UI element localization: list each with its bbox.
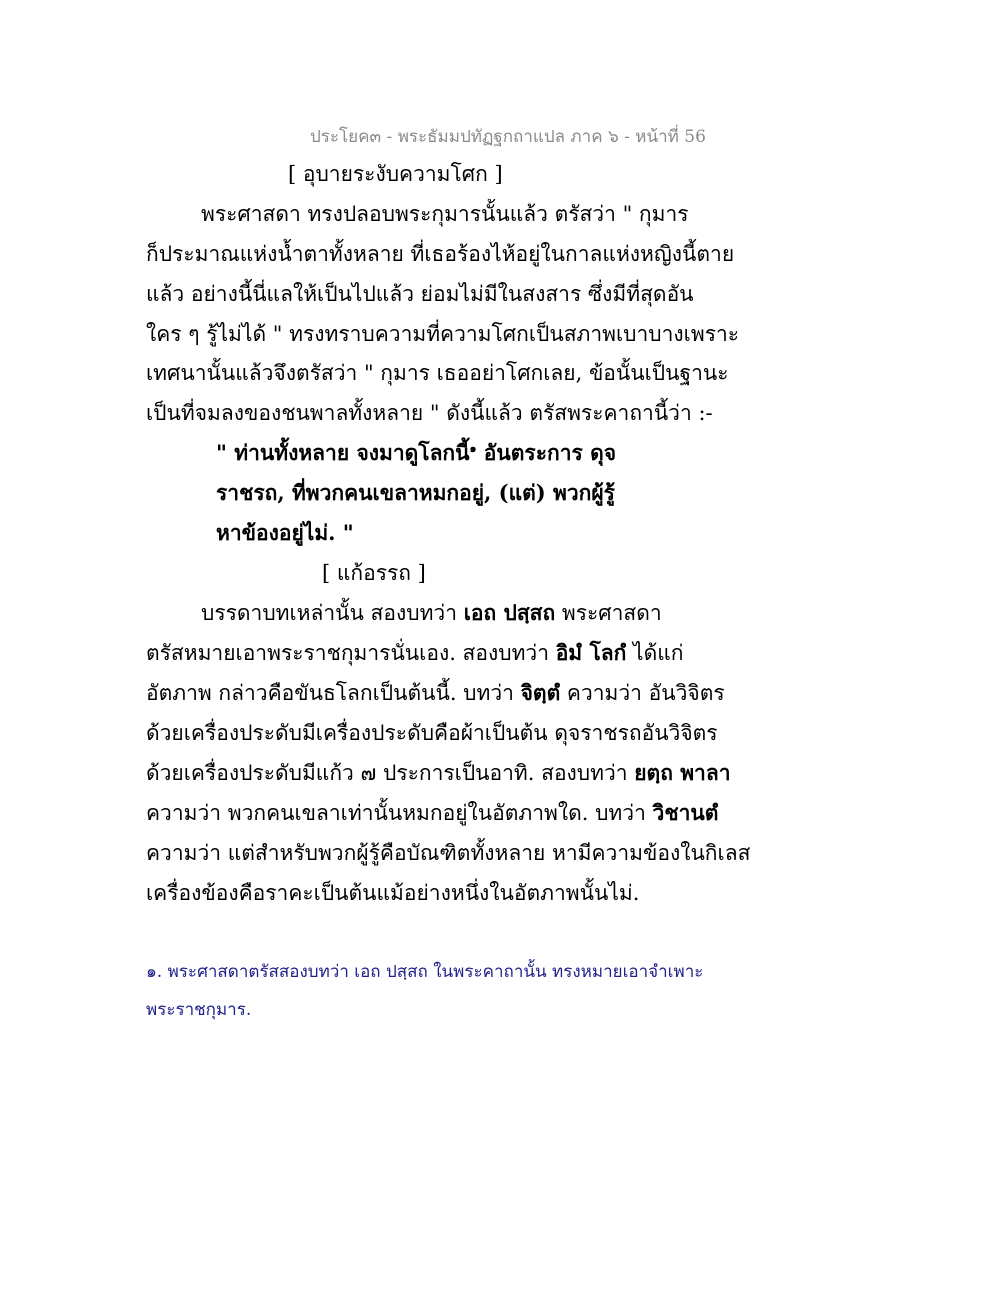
paragraph-line [146,758,731,788]
pali-term: ยตฺถ พาลา [634,760,731,785]
verse-line: หาข้องอยู่ไม่. " [216,520,354,545]
section-title-consolation: [ อุบายระงับความโศก ] [288,162,503,186]
paragraph-line: เป็นที่จมลงของชนพาลทั้งหลาย " ดังนี้แล้ว ตรัสพระคาถานี้ว่า :- [146,401,713,425]
text-run: พระศาสดา [555,601,662,625]
verse-line: ราชรถ, ที่พวกคนเขลาหมกอยู่, (แต่) พวกผู้รู้ [216,480,615,505]
verse-text: " ท่านทั้งหลาย จงมาดูโลกนี้ [216,440,470,465]
paragraph-line [146,798,718,828]
footnote-marker: ๑ [469,442,477,455]
text-run: ความว่า พวกคนเขลาเท่านั้นหมกอยู่ในอัตภาพใด. บทว่า [146,801,653,825]
footnote-line: ๑. พระศาสดาตรัสสองบทว่า เอถ ปสฺสถ ในพระคาถานั้น ทรงหมายเอาจำเพาะ [146,962,704,982]
paragraph-line: เทศนานั้นแล้วจึงตรัสว่า " กุมาร เธออย่าโศกเลย, ข้อนั้นเป็นฐานะ [146,361,729,385]
paragraph-line: ก็ประมาณแห่งน้ำตาทั้งหลาย ที่เธอร้องไห้อยู่ในกาลแห่งหญิงนี้ตาย [146,242,735,266]
paragraph-line: เครื่องข้องคือราคะเป็นต้นแม้อย่างหนึ่งในอัตภาพนั้นไม่. [146,881,640,905]
paragraph-line: ความว่า แต่สำหรับพวกผู้รู้คือบัณฑิตทั้งหลาย หามีความข้องในกิเลส [146,841,751,865]
footnote-line: พระราชกุมาร. [146,1000,252,1020]
text-run: ด้วยเครื่องประดับมีแก้ว ๗ ประการเป็นอาทิ. สองบทว่า [146,761,635,785]
pali-term: อิมํ โลกํ [555,640,627,665]
text-run: อัตภาพ กล่าวคือขันธโลกเป็นต้นนี้. บทว่า [146,681,521,705]
pali-term: วิชานตํ [652,800,719,825]
text-run: บรรดาบทเหล่านั้น สองบทว่า [201,601,464,625]
text-run: ตรัสหมายเอาพระราชกุมารนั่นเอง. สองบทว่า [146,641,556,665]
verse-line [216,438,616,468]
text-run: ได้แก่ [626,641,684,665]
text-run: ความว่า อันวิจิตร [560,681,725,705]
paragraph-line [146,638,683,668]
paragraph-line: ด้วยเครื่องประดับมีเครื่องประดับคือผ้าเป็นต้น ดุจราชรถอันวิจิตร [146,721,718,745]
page-header: ประโยค๓ - พระธัมมปทัฏฐกถาแปล ภาค ๖ - หน้าที่ 56 [310,127,706,147]
pali-term: จิตฺตํ [520,680,561,705]
pali-term: เอถ ปสฺสถ [463,600,556,625]
paragraph-line: แล้ว อย่างนี้นี่แลให้เป็นไปแล้ว ย่อมไม่มีในสงสาร ซึ่งมีที่สุดอัน [146,282,694,306]
paragraph-line [201,598,662,628]
paragraph-line: ใคร ๆ รู้ไม่ได้ " ทรงทราบความที่ความโศกเป็นสภาพเบาบางเพราะ [146,322,740,346]
section-title-commentary: [ แก้อรรถ ] [322,561,426,585]
verse-text: อันตระการ ดุจ [476,440,617,465]
paragraph-line [146,678,725,708]
paragraph-line: พระศาสดา ทรงปลอบพระกุมารนั้นแล้ว ตรัสว่า " กุมาร [201,202,689,226]
